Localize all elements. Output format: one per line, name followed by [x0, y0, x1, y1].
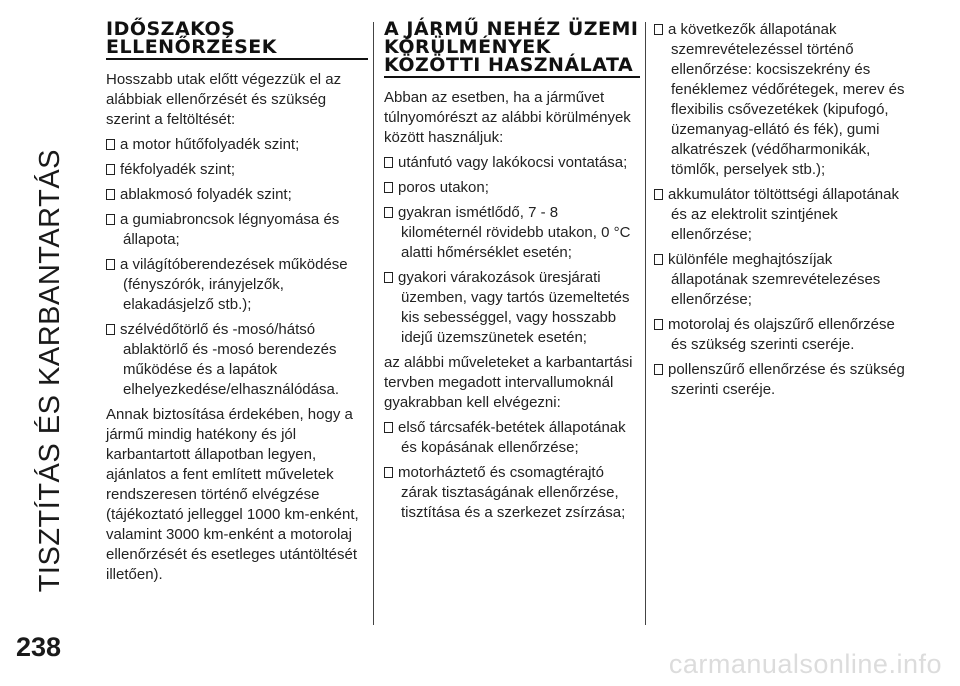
checkbox-bullet-icon [106, 259, 115, 270]
section-heading-heavy-use: A JÁRMŰ NEHÉZ ÜZEMI KÖRÜLMÉNYEK KÖZÖTTI HASZNÁLATA [384, 18, 639, 76]
checkbox-bullet-icon [654, 319, 663, 330]
list-item: poros utakon; [384, 178, 640, 198]
list-item: ablakmosó folyadék szint; [106, 185, 368, 205]
watermark: carmanualsonline.info [668, 649, 942, 679]
list-item: motorháztető és csomagtérajtó zárak tisztaságának ellenőrzése, tisztítása és a szerkezet zsírzása; [384, 463, 640, 523]
checkbox-bullet-icon [654, 364, 663, 375]
list-item: első tárcsafék-betétek állapotának és kopásának ellenőrzése; [384, 418, 640, 458]
list-item: fékfolyadék szint; [106, 160, 368, 180]
list-item: pollenszűrő ellenőrzése és szükség szerinti cseréje. [654, 360, 908, 400]
column-divider-1 [373, 22, 374, 625]
list-item: a világítóberendezések működése (fényszórók, irányjelzők, elakadásjelző stb.); [106, 255, 368, 315]
paragraph-intro: Hosszabb utak előtt végezzük el az alábbiak ellenőrzését és szükség szerint a feltöltését: [106, 71, 342, 128]
paragraph-outro: Annak biztosítása érdekében, hogy a jármű mindig hatékony és jól karbantartott állapotban legyen, ajánlatos a fent említett műveletek rendszeresen történő elvégzése (tájékoztató jelleggel 1000 km-enként, valamint 3000 km-enként a motorolaj ellenőrzését és esetleges utántöltését illetően). [106, 406, 359, 583]
checklist-operations [384, 418, 640, 523]
list-item: akkumulátor töltöttségi állapotának és az elektrolit szintjének ellenőrzése; [654, 185, 908, 245]
list-item: motorolaj és olajszűrő ellenőrzése és szükség szerinti cseréje. [654, 315, 908, 355]
checkbox-bullet-icon [106, 189, 115, 200]
list-item: szélvédőtörlő és -mosó/hátsó ablaktörlő és -mosó berendezés működése és a lapátok elhelyezkedése/elhasználódása. [106, 320, 368, 400]
checkbox-bullet-icon [654, 254, 663, 265]
checkbox-bullet-icon [384, 422, 393, 433]
checkbox-bullet-icon [384, 207, 393, 218]
list-item: gyakran ismétlődő, 7 - 8 kilométernél rövidebb utakon, 0 °C alatti hőmérséklet esetén; [384, 203, 640, 263]
checkbox-bullet-icon [106, 139, 115, 150]
checklist [106, 135, 368, 400]
checklist-operations-continued [654, 20, 908, 400]
column-2 [378, 20, 640, 625]
list-item: utánfutó vagy lakókocsi vontatása; [384, 153, 640, 173]
checkbox-bullet-icon [384, 157, 393, 168]
checkbox-bullet-icon [654, 189, 663, 200]
list-item: gyakori várakozások üresjárati üzemben, vagy tartós üzemeltetés kis sebességgel, vagy hosszabb idejű üzemszünetek esetén; [384, 268, 640, 348]
checkbox-bullet-icon [654, 24, 663, 35]
list-item: a motor hűtőfolyadék szint; [106, 135, 368, 155]
checkbox-bullet-icon [106, 164, 115, 175]
list-item: a gumiabroncsok légnyomása és állapota; [106, 210, 368, 250]
column-3 [646, 20, 908, 625]
column-1 [106, 20, 368, 625]
checkbox-bullet-icon [384, 467, 393, 478]
checkbox-bullet-icon [106, 214, 115, 225]
checkbox-bullet-icon [106, 324, 115, 335]
checklist-conditions [384, 153, 640, 348]
list-item: a következők állapotának szemrevételezéssel történő ellenőrzése: kocsiszekrény és fenéklemez védőrétegek, merev és flexibilis csővezetékek (kipufogó, üzemanyag-ellátó és fék), gumi alkatrészek (védőharmonikák, tömlők, perselyek stb.); [654, 20, 908, 180]
section-heading-periodic-checks: IDŐSZAKOS ELLENŐRZÉSEK [106, 20, 368, 60]
chapter-side-title [16, 2, 84, 592]
chapter-title-text: TISZTÍTÁS ÉS KARBANTARTÁS [33, 148, 66, 592]
checkbox-bullet-icon [384, 272, 393, 283]
paragraph-intro: Abban az esetben, ha a járművet túlnyomórészt az alábbi körülmények között használjuk: [384, 89, 631, 146]
paragraph-middle: az alábbi műveleteket a karbantartási tervben megadott intervallumoknál gyakrabban kell elvégezni: [384, 354, 633, 411]
page-number: 238 [16, 632, 62, 662]
checkbox-bullet-icon [384, 182, 393, 193]
list-item: különféle meghajtószíjak állapotának szemrevételezéses ellenőrzése; [654, 250, 908, 310]
